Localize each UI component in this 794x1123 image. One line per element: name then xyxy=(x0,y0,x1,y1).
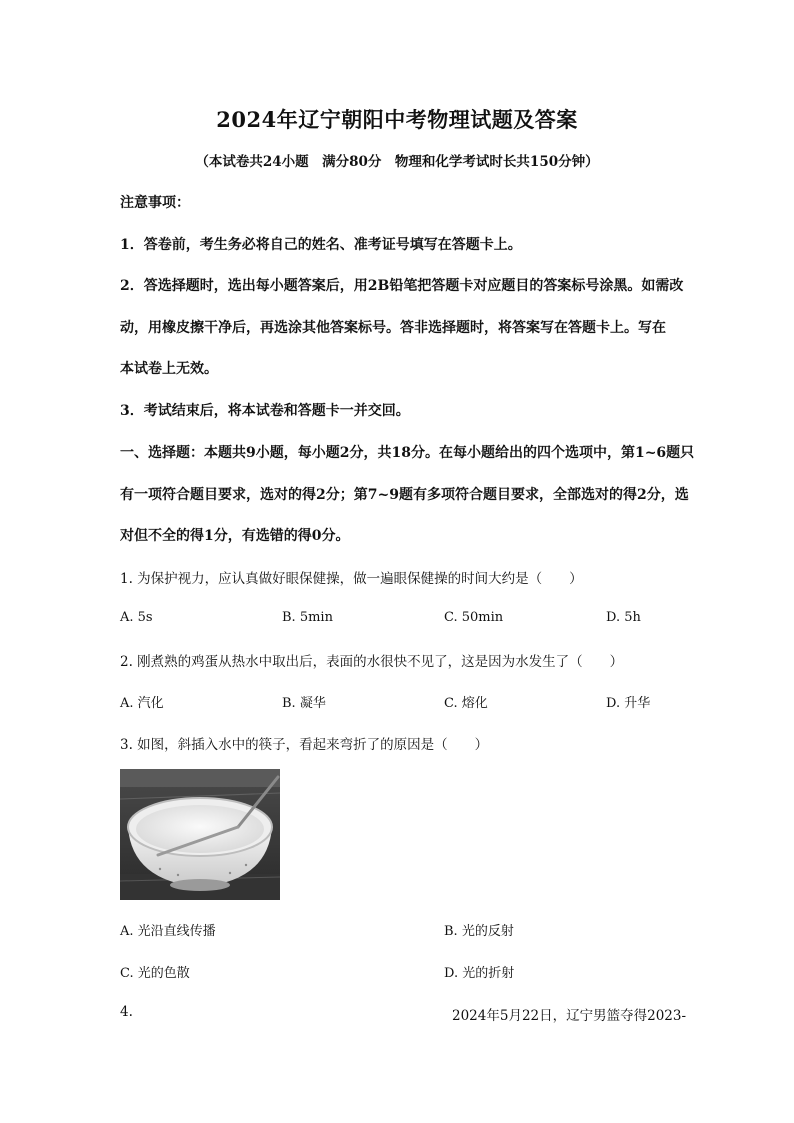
question-2-option-b: B. 凝华 xyxy=(282,696,326,711)
question-1-stem: 1. 为保护视力，应认真做好眼保健操，做一遍眼保健操的时间大约是（ ） xyxy=(120,571,583,587)
question-3-option-a: A. 光沿直线传播 xyxy=(120,924,216,939)
notice-item-2-line-3: 本试卷上无效。 xyxy=(120,361,218,377)
question-1-option-b: B. 5min xyxy=(282,610,333,625)
page-title: 2024年辽宁朝阳中考物理试题及答案 xyxy=(216,107,578,132)
question-3-option-c: C. 光的色散 xyxy=(120,966,190,981)
notice-item-1: 1．答卷前，考生务必将自己的姓名、准考证号填写在答题卡上。 xyxy=(120,237,522,253)
bowl-chopstick-photo xyxy=(120,769,280,900)
section-1-instructions-line-3: 对但不全的得1分，有选错的得0分。 xyxy=(120,528,350,544)
question-3-stem: 3. 如图，斜插入水中的筷子，看起来弯折了的原因是（ ） xyxy=(120,737,489,753)
question-2-option-d: D. 升华 xyxy=(606,696,651,711)
question-1-option-a: A. 5s xyxy=(120,610,153,625)
notice-item-2-line-2: 动，用橡皮擦干净后，再选涂其他答案标号。答非选择题时，将答案写在答题卡上。写在 xyxy=(120,320,666,336)
question-3-option-d: D. 光的折射 xyxy=(444,966,515,981)
question-1-option-d: D. 5h xyxy=(606,610,641,625)
question-2-option-c: C. 熔化 xyxy=(444,696,488,711)
question-3-option-b: B. 光的反射 xyxy=(444,924,514,939)
question-2-stem: 2. 刚煮熟的鸡蛋从热水中取出后，表面的水很快不见了，这是因为水发生了（ ） xyxy=(120,654,624,670)
notice-item-3: 3．考试结束后，将本试卷和答题卡一并交回。 xyxy=(120,403,410,419)
notice-item-2-line-1: 2．答选择题时，选出每小题答案后，用2B铅笔把答题卡对应题目的答案标号涂黑。如需改 xyxy=(120,278,684,294)
page-subtitle: （本试卷共24小题 满分80分 物理和化学考试时长共150分钟） xyxy=(195,154,599,170)
question-4-number: 4. xyxy=(120,1004,133,1020)
question-4-stem-fragment: 2024年5月22日，辽宁男篮夺得2023- xyxy=(452,1008,687,1024)
question-1-option-c: C. 50min xyxy=(444,610,504,625)
question-2-option-a: A. 汽化 xyxy=(120,696,164,711)
notice-heading: 注意事项： xyxy=(120,195,190,211)
section-1-instructions-line-2: 有一项符合题目要求，选对的得2分；第7~9题有多项符合题目要求，全部选对的得2分，选 xyxy=(120,487,689,503)
section-1-instructions-line-1: 一、选择题：本题共9小题，每小题2分，共18分。在每小题给出的四个选项中，第1~6题只 xyxy=(120,445,695,461)
